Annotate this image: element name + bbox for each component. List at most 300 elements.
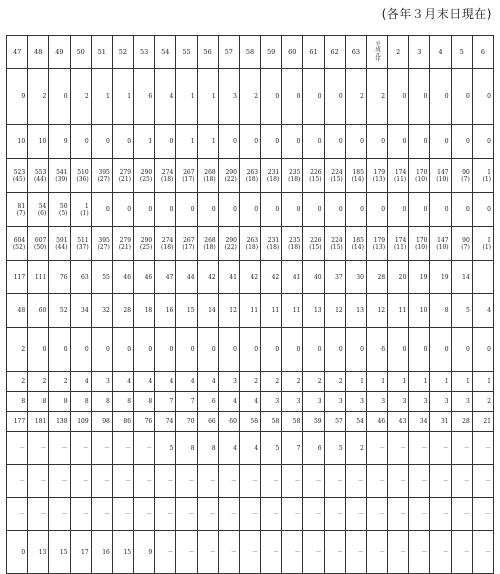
table-cell: [451, 159, 472, 193]
cell-value: 8: [211, 444, 216, 452]
table-cell: [7, 294, 28, 328]
table-cell: [91, 69, 112, 125]
table-cell: [218, 261, 239, 294]
table-cell: [197, 392, 218, 412]
cell-value: 109: [77, 418, 89, 425]
cell-value: 0: [360, 346, 364, 353]
table-row: [7, 498, 494, 531]
table-cell: [112, 465, 133, 498]
table-cell: [409, 125, 430, 159]
cell-value: 34: [81, 307, 89, 314]
table-cell: [7, 328, 28, 372]
cell-value: 2: [381, 93, 386, 100]
table-cell: [366, 432, 387, 465]
table-cell: [324, 531, 345, 574]
cell-value: 54 (6): [37, 202, 47, 217]
year-header-cell: 62: [324, 36, 345, 69]
table-cell: [28, 261, 49, 294]
table-cell: [91, 531, 112, 574]
table-cell: [28, 159, 49, 193]
table-cell: [70, 412, 91, 432]
table-cell: [430, 372, 451, 392]
table-cell: [282, 531, 303, 574]
table-cell: [218, 392, 239, 412]
cell-value: 1 (1): [482, 168, 491, 183]
as-of-note: (各年３月末日現在): [381, 7, 492, 21]
table-cell: [345, 227, 366, 261]
cell-value: 226 (15): [309, 168, 322, 183]
cell-value: 0: [487, 346, 491, 353]
cell-value: 60: [38, 307, 47, 314]
cell-value: －: [336, 477, 343, 485]
cell-value: 46: [144, 273, 153, 281]
table-cell: [70, 432, 91, 465]
cell-value: 48: [17, 307, 26, 314]
table-cell: [430, 261, 451, 294]
cell-value: 0: [423, 138, 428, 145]
cell-value: －: [167, 548, 174, 556]
table-row: [7, 159, 494, 193]
table-cell: [49, 498, 70, 531]
cell-value: 0: [275, 138, 280, 145]
table-cell: [451, 328, 472, 372]
table-cell: [261, 392, 282, 412]
cell-value: 59: [313, 418, 322, 425]
table-cell: [430, 412, 451, 432]
cell-value: 0: [402, 93, 407, 100]
table-cell: [134, 294, 155, 328]
cell-value: 30: [356, 273, 364, 281]
table-cell: [155, 193, 176, 227]
table-cell: [176, 465, 197, 498]
year-header-cell: 63: [345, 36, 366, 69]
table-cell: [261, 498, 282, 531]
table-cell: [451, 432, 472, 465]
cell-value: 607 (50): [34, 236, 47, 251]
table-cell: [345, 465, 366, 498]
cell-value: －: [146, 477, 153, 485]
cell-value: －: [484, 510, 491, 518]
table-cell: [388, 294, 409, 328]
cell-value: 5: [275, 444, 280, 452]
cell-value: －: [379, 548, 386, 556]
table-cell: [7, 227, 28, 261]
year-header-cell: 52: [112, 36, 133, 69]
cell-value: －: [209, 477, 216, 485]
table-cell: [134, 69, 155, 125]
cell-value: 12: [335, 307, 343, 314]
cell-value: 0: [275, 206, 280, 213]
table-cell: [70, 227, 91, 261]
table-cell: [239, 531, 260, 574]
cell-value: －: [19, 510, 26, 518]
table-cell: [176, 227, 197, 261]
table-cell: [430, 498, 451, 531]
table-cell: [366, 465, 387, 498]
table-cell: [324, 328, 345, 372]
table-cell: [218, 294, 239, 328]
cell-value: 0: [423, 346, 428, 353]
cell-value: 0: [317, 206, 322, 213]
cell-value: 0: [465, 93, 470, 100]
table-cell: [7, 498, 28, 531]
table-cell: [451, 392, 472, 412]
cell-value: －: [294, 477, 301, 485]
table-cell: [112, 261, 133, 294]
table-cell: [282, 465, 303, 498]
cell-value: 3: [402, 398, 407, 405]
cell-value: 267 (17): [182, 236, 195, 251]
table-cell: [112, 328, 133, 372]
table-cell: [91, 193, 112, 227]
cell-value: 8: [63, 398, 68, 405]
year-header-cell: 4: [430, 36, 451, 69]
table-cell: [197, 69, 218, 125]
cell-value: 10: [17, 138, 26, 145]
cell-value: 15: [59, 548, 68, 556]
table-cell: [134, 432, 155, 465]
cell-value: 0: [444, 346, 449, 353]
table-cell: [155, 531, 176, 574]
cell-value: 90 (7): [461, 168, 470, 183]
cell-value: 28: [123, 307, 132, 314]
table-cell: [134, 261, 155, 294]
cell-value: 0: [338, 93, 343, 100]
cell-value: 185 (14): [351, 236, 364, 251]
cell-value: 0: [317, 346, 322, 353]
table-cell: [409, 412, 430, 432]
table-cell: [303, 261, 324, 294]
cell-value: 31: [440, 418, 449, 425]
table-cell: [282, 69, 303, 125]
cell-value: －: [315, 477, 322, 485]
table-cell: [197, 498, 218, 531]
table-row: [7, 432, 494, 465]
table-cell: [303, 465, 324, 498]
cell-value: 111: [34, 273, 47, 281]
cell-value: 17: [81, 548, 89, 556]
table-cell: [451, 531, 472, 574]
table-cell: [324, 159, 345, 193]
cell-value: 0: [423, 93, 428, 100]
cell-value: 1: [211, 93, 216, 100]
cell-value: 6: [381, 346, 386, 353]
table-cell: [409, 328, 430, 372]
table-cell: [134, 372, 155, 392]
table-cell: [49, 412, 70, 432]
cell-value: 231 (18): [266, 168, 280, 183]
table-cell: [112, 294, 133, 328]
cell-value: 0: [444, 93, 449, 100]
cell-value: －: [442, 477, 449, 485]
cell-value: 0: [296, 206, 301, 213]
table-cell: [324, 294, 345, 328]
cell-value: 1 (1): [482, 236, 491, 251]
cell-value: －: [315, 548, 322, 556]
cell-value: 0: [275, 346, 280, 353]
cell-value: －: [273, 477, 280, 485]
cell-value: 0: [402, 346, 407, 353]
year-header-cell: 59: [261, 36, 282, 69]
table-cell: [155, 328, 176, 372]
table-cell: [134, 498, 155, 531]
table-cell: [430, 432, 451, 465]
table-cell: [112, 498, 133, 531]
table-cell: [91, 261, 112, 294]
table-cell: [112, 125, 133, 159]
cell-value: －: [400, 477, 407, 485]
cell-value: 4: [148, 378, 153, 385]
cell-value: 21: [483, 418, 491, 425]
cell-value: 28: [377, 273, 386, 281]
cell-value: 226 (15): [309, 236, 322, 251]
table-cell: [176, 261, 197, 294]
cell-value: 50 (5): [59, 202, 68, 217]
table-cell: [28, 531, 49, 574]
table-cell: [472, 227, 493, 261]
cell-value: 279 (21): [118, 236, 132, 251]
table-cell: [176, 69, 197, 125]
table-cell: [49, 531, 70, 574]
table-cell: [197, 412, 218, 432]
table-cell: [197, 227, 218, 261]
cell-value: －: [230, 477, 237, 485]
table-cell: [49, 465, 70, 498]
table-cell: [7, 261, 28, 294]
table-cell: [261, 159, 282, 193]
table-cell: [218, 412, 239, 432]
cell-value: 0: [296, 346, 301, 353]
cell-value: 28: [462, 418, 470, 425]
table-cell: [366, 372, 387, 392]
cell-value: 0: [487, 93, 491, 100]
table-cell: [472, 193, 493, 227]
table-cell: [261, 69, 282, 125]
cell-value: 11: [271, 307, 280, 314]
table-cell: [197, 193, 218, 227]
table-cell: [261, 432, 282, 465]
table-cell: [112, 392, 133, 412]
cell-value: 279 (21): [118, 168, 132, 183]
table-cell: [472, 498, 493, 531]
cell-value: 58: [271, 418, 280, 425]
cell-value: 8: [106, 398, 110, 405]
table-cell: [239, 193, 260, 227]
year-header-cell: 6: [472, 36, 493, 69]
cell-value: 604 (52): [12, 236, 26, 251]
cell-value: 15: [123, 548, 132, 556]
cell-value: 0: [233, 206, 237, 213]
table-cell: [303, 498, 324, 531]
cell-value: 4: [233, 398, 237, 405]
table-cell: [7, 193, 28, 227]
table-cell: [176, 193, 197, 227]
table-cell: [155, 227, 176, 261]
cell-value: －: [463, 444, 470, 452]
cell-value: 0: [190, 206, 195, 213]
cell-value: 4: [487, 307, 491, 314]
table-cell: [197, 531, 218, 574]
cell-value: 20: [398, 273, 407, 281]
cell-value: 46: [377, 418, 386, 425]
table-cell: [239, 69, 260, 125]
table-cell: [451, 227, 472, 261]
table-row: [7, 193, 494, 227]
table-cell: [28, 69, 49, 125]
table-cell: [70, 531, 91, 574]
table-cell: [155, 294, 176, 328]
table-cell: [91, 294, 112, 328]
table-cell: [155, 432, 176, 465]
table-cell: [451, 498, 472, 531]
table-cell: [239, 159, 260, 193]
table-cell: [472, 531, 493, 574]
table-cell: [324, 465, 345, 498]
table-cell: [197, 294, 218, 328]
table-cell: [261, 328, 282, 372]
cell-value: 3: [444, 398, 449, 405]
table-cell: [388, 412, 409, 432]
table-cell: [451, 294, 472, 328]
table-cell: [49, 328, 70, 372]
year-header-cell: 50: [70, 36, 91, 69]
cell-value: －: [357, 548, 364, 556]
cell-value: 0: [338, 206, 343, 213]
table-cell: [366, 328, 387, 372]
cell-value: 290 (25): [139, 168, 153, 183]
table-cell: [176, 328, 197, 372]
table-cell: [49, 432, 70, 465]
cell-value: 1: [127, 93, 132, 100]
table-cell: [430, 125, 451, 159]
cell-value: 10: [419, 307, 428, 314]
table-cell: [324, 69, 345, 125]
cell-value: 263 (18): [245, 236, 259, 251]
cell-value: 8: [190, 444, 195, 452]
cell-value: －: [103, 477, 110, 485]
cell-value: 70: [186, 418, 195, 425]
cell-value: 4: [211, 378, 216, 385]
cell-value: －: [421, 444, 428, 452]
cell-value: －: [209, 548, 216, 556]
table-cell: [91, 412, 112, 432]
table-cell: [282, 328, 303, 372]
table-cell: [197, 125, 218, 159]
cell-value: 2: [317, 378, 322, 385]
cell-value: 46: [123, 273, 132, 281]
table-cell: [176, 432, 197, 465]
cell-value: 290 (25): [139, 236, 153, 251]
table-row: [7, 531, 494, 574]
table-cell: [91, 328, 112, 372]
table-cell: [28, 465, 49, 498]
cell-value: 2: [360, 93, 364, 100]
cell-value: 235 (18): [288, 236, 301, 251]
cell-value: 0: [106, 206, 110, 213]
table-cell: [28, 294, 49, 328]
cell-value: 1: [106, 93, 110, 100]
cell-value: 2: [21, 378, 26, 385]
table-cell: [218, 328, 239, 372]
table-cell: [112, 432, 133, 465]
cell-value: 523 (45): [12, 168, 26, 183]
table-cell: [7, 69, 28, 125]
table-cell: [176, 125, 197, 159]
table-cell: [7, 412, 28, 432]
cell-value: 510 (36): [76, 168, 89, 183]
table-row: [7, 328, 494, 372]
cell-value: 0: [169, 206, 174, 213]
cell-value: 268 (18): [203, 168, 216, 183]
year-header-cell: 47: [7, 36, 28, 69]
cell-value: 553 (44): [34, 168, 47, 183]
cell-value: 58: [292, 418, 301, 425]
table-cell: [218, 498, 239, 531]
cell-value: 290 (22): [224, 168, 237, 183]
cell-value: 181: [34, 418, 47, 425]
table-cell: [239, 125, 260, 159]
table-cell: [345, 193, 366, 227]
cell-value: 0: [296, 93, 301, 100]
table-cell: [112, 159, 133, 193]
table-cell: [451, 261, 472, 294]
table-cell: [70, 372, 91, 392]
cell-value: 0: [169, 138, 174, 145]
cell-value: 3: [317, 398, 322, 405]
cell-value: 0: [42, 346, 47, 353]
table-cell: [472, 392, 493, 412]
table-cell: [451, 372, 472, 392]
table-cell: [366, 392, 387, 412]
cell-value: 0: [465, 206, 470, 213]
cell-value: 13: [38, 548, 47, 556]
table-cell: [176, 159, 197, 193]
table-cell: [388, 392, 409, 412]
cell-value: －: [40, 477, 47, 485]
table-cell: [261, 372, 282, 392]
table-cell: [197, 465, 218, 498]
cell-value: －: [379, 510, 386, 518]
table-cell: [70, 159, 91, 193]
cell-value: 2: [254, 378, 259, 385]
year-header-cell: 53: [134, 36, 155, 69]
table-cell: [282, 392, 303, 412]
cell-value: －: [400, 444, 407, 452]
table-cell: [155, 392, 176, 412]
cell-value: 0: [63, 93, 68, 100]
table-cell: [112, 531, 133, 574]
cell-value: －: [125, 444, 132, 452]
table-cell: [472, 465, 493, 498]
cell-value: 170 (10): [415, 168, 428, 183]
cell-value: 0: [402, 138, 407, 145]
cell-value: 0: [211, 346, 216, 353]
table-cell: [409, 227, 430, 261]
table-cell: [70, 328, 91, 372]
table-cell: [70, 465, 91, 498]
table-cell: [409, 498, 430, 531]
cell-value: 3: [296, 398, 301, 405]
cell-value: 2: [275, 378, 280, 385]
table-cell: [218, 69, 239, 125]
cell-value: －: [103, 444, 110, 452]
cell-value: －: [442, 548, 449, 556]
table-cell: [218, 531, 239, 574]
cell-value: 2: [42, 378, 47, 385]
table-cell: [197, 328, 218, 372]
cell-value: 1: [211, 138, 216, 145]
cell-value: 19: [440, 273, 449, 281]
